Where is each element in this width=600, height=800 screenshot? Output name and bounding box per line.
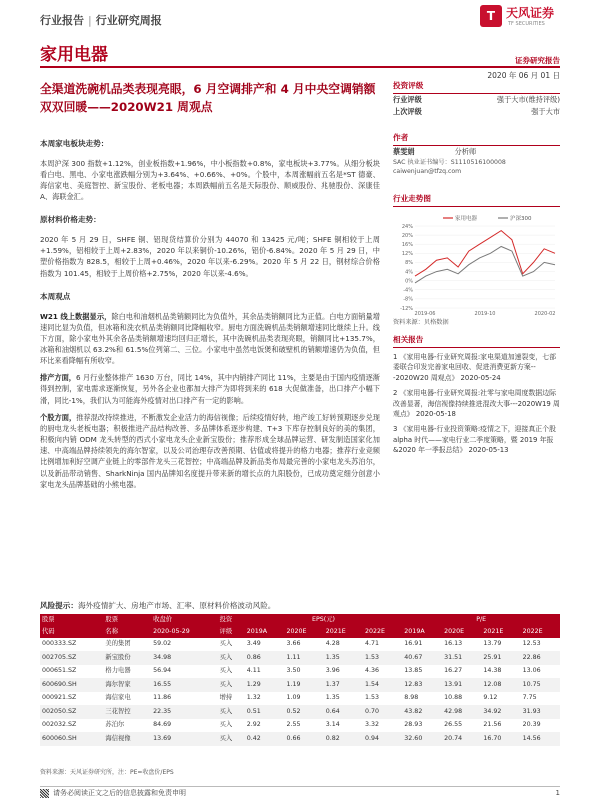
table-cell: 格力电器 [105, 667, 131, 675]
view-p3-lead: 个股方面， [40, 412, 77, 422]
y-tick-label: -12% [400, 305, 413, 312]
table-row [40, 678, 560, 692]
table-cell: 3.50 [286, 667, 301, 675]
legend-label: 家用电器 [455, 216, 478, 222]
report-title: 全渠道洗碗机品类表现亮眼，6 月空调排产和 4 月中央空调销额双双回暖——2020W21 周观点 [40, 82, 376, 115]
table-cell: 59.02 [153, 640, 172, 648]
table-cell: 买入 [219, 667, 233, 675]
table-cell: 26.55 [444, 721, 463, 729]
th-col-4: 2019A [245, 626, 285, 638]
table-cell: 2.55 [286, 721, 301, 729]
table-cell: 0.82 [324, 732, 363, 746]
table-cell: 16.91 [404, 640, 423, 648]
legend-label: 沪深300 [510, 216, 532, 222]
table-cell: 22.35 [151, 705, 217, 719]
table-cell: 买入 [218, 705, 245, 719]
table-cell: 16.70 [481, 732, 520, 746]
table-cell: 0.51 [245, 705, 285, 719]
table-cell: 买入 [218, 651, 245, 665]
risk-note [40, 600, 275, 612]
table-cell: 三花智控 [103, 705, 151, 719]
y-tick-label: 24% [401, 223, 413, 230]
breadcrumb-item-report: 行业报告 [40, 14, 84, 27]
company-logo [480, 2, 564, 32]
table-cell: 3.14 [325, 721, 340, 729]
table-cell: 海尔智家 [103, 678, 151, 692]
page-number: 1 [555, 789, 560, 797]
table-cell: 31.93 [521, 705, 560, 719]
table-cell: 海信家电 [105, 694, 131, 702]
sidebar-rating [393, 80, 560, 118]
table-cell: 买入 [219, 721, 233, 729]
table-cell: 4.71 [365, 640, 380, 648]
th-col-8: 2019A [402, 626, 442, 638]
table-cell: 002705.SZ [40, 651, 103, 665]
table-row [40, 705, 560, 719]
main-content [40, 138, 380, 490]
trend-heading: 行业走势图 [393, 193, 560, 207]
prev-rating-value: 强于大市 [531, 107, 560, 116]
table-cell: 11.86 [153, 694, 172, 702]
table-cell: 0.66 [285, 732, 324, 746]
table-cell: 002032.SZ [42, 721, 77, 729]
th-col-5: 2020E [285, 626, 324, 638]
section-title-view: 本周观点 [40, 291, 71, 301]
related-report-3[interactable]: 3 《家用电器-行业投资策略:疫情之下，迎接真正个股 alpha 时代——家电行业二季度策略，暨 2019 年报&2020 年一季报总结》 2020-05-13 [393, 424, 556, 455]
table-cell: 13.69 [151, 732, 217, 746]
table-cell: 1.35 [325, 694, 340, 702]
table-cell: 31.51 [442, 651, 481, 665]
th-col-1: 名称 [103, 626, 151, 638]
view-paragraph-3 [40, 412, 380, 490]
table-cell: 43.82 [402, 705, 442, 719]
author-row [393, 146, 560, 158]
author-heading: 作者 [393, 132, 560, 146]
table-cell: 84.69 [153, 721, 172, 729]
table-cell: 增持 [219, 694, 233, 702]
table-cell: 4.28 [325, 640, 340, 648]
table-cell: 1.53 [365, 694, 380, 702]
th-stock-2: 股票 [103, 614, 151, 626]
th-col-7: 2022E [363, 626, 402, 638]
table-cell: 12.83 [402, 678, 442, 692]
sidebar-related [393, 334, 560, 460]
table-cell: 买入 [219, 640, 233, 648]
disclaimer-text: 请务必阅读正文之后的信息披露和免责申明 [53, 789, 186, 797]
table-cell: 买入 [218, 678, 245, 692]
table-cell: 14.56 [521, 732, 560, 746]
table-cell: 0.86 [245, 651, 285, 665]
table-cell: 000333.SZ [42, 640, 77, 648]
table-note: 资料来源：天风证券研究所，注：PE=收盘价/EPS [40, 769, 174, 776]
table-cell: 3.32 [365, 721, 380, 729]
table-cell: 新宝股份 [103, 651, 151, 665]
table-cell: 20.74 [442, 732, 481, 746]
report-breadcrumb: 行业报告 | 行业研究周报 [40, 14, 162, 27]
table-cell: 13.91 [442, 678, 481, 692]
y-tick-label: 4% [405, 269, 413, 276]
view-p1-lead: W21 线上数据显示， [40, 311, 112, 321]
table-row [40, 638, 560, 652]
related-report-2[interactable]: 2 《家用电器-行业研究周报:社零与家电周度数据边际改善显著，海信视像持续推进混改大事---2020W19 周观点》 2020-05-18 [393, 388, 560, 419]
rating-value: 强于大市(维持评级) [496, 94, 560, 104]
table-cell: 34.98 [151, 651, 217, 665]
table-cell: 1.35 [324, 651, 363, 665]
table-cell: 16.55 [151, 678, 217, 692]
table-cell: 000921.SZ [42, 694, 77, 702]
sidebar-trend [393, 193, 560, 207]
table-cell: 10.88 [444, 694, 463, 702]
rating-heading: 投资评级 [393, 80, 560, 94]
raw-paragraph: 2020 年 5 月 29 日，SHFE 铜、铝现货结算价分别为 44070 和 13425 元/吨；SHFE 铜相较于上周+1.59%，铝相较于上周+2.83%，2020 年以来铜价-10.26%，铝价-6.84%。2020 年 5 月 29 日，中塑价格指数为 828.5，相较于上周+0.46%，2020 年以来-6.29%。2020 年 5 月 22 日，钢材综合价格指数为 101.45，相较于上周价格+2.75%，2020 年以来-4.6%。 [40, 235, 380, 278]
table-cell: 002050.SZ [40, 705, 103, 719]
x-tick-label: 2019-10 [474, 311, 496, 317]
th-col-2: 2020-05-29 [151, 626, 217, 638]
th-pe: P/E [402, 614, 560, 626]
logo-mark-icon: T [480, 5, 502, 27]
table-cell: 0.70 [363, 705, 402, 719]
view-p3-body: 推荐混改持续推进，不断激发企业活力的海信视像；后续疫情好转，地产竣工好转预期逐步兑现的厨电龙头老板电器；积极推进产品结构改善、多品牌体系逐步构建、T+3 下库存控制良好的美的集团，积极向内销 ODM 龙头转型的西式小家电龙头企业新宝股份；推荐形成全球品牌运营、研发制造国家化加速、中高端品牌持续领先的海尔智家，以及公司治理存改善预期、估值或将提升的格力电器；推荐行业竞频比例增加利好空调产业链上的零部件龙头三花智控；中高端品牌及新品类布局最完善的小家电龙头苏泊尔，以及新品带动销售、SharkNinja 国内品牌知名度提升带来新的增长点的九阳股份，已成功奠定细分创意小家电龙头品牌基础的小熊电器。 [40, 412, 380, 489]
table-cell: 21.56 [483, 721, 502, 729]
table-cell: 600690.SH [40, 678, 103, 692]
table-cell: 13.85 [404, 667, 423, 675]
table-cell: 1.53 [363, 651, 402, 665]
rating-label: 行业评级 [393, 94, 422, 104]
table-cell: 苏泊尔 [105, 721, 125, 729]
table-cell: 42.98 [442, 705, 481, 719]
related-list [393, 352, 560, 456]
table-cell: 0.52 [285, 705, 324, 719]
table-header [40, 626, 560, 638]
y-tick-label: 0% [405, 278, 413, 285]
risk-label: 风险提示： [40, 601, 78, 610]
table-cell: 4.11 [246, 667, 261, 675]
chart-source: 资料来源：贝格数据 [393, 319, 449, 326]
th-col-10: 2021E [481, 626, 520, 638]
report-date: 2020 年 06 月 01 日 [487, 71, 560, 80]
section-title-market: 本周家电板块走势： [40, 139, 109, 148]
author-role: 分析师 [454, 146, 477, 156]
table-row [40, 651, 560, 665]
header-divider [40, 66, 560, 68]
x-tick-label: 2020-02 [534, 311, 556, 317]
y-tick-label: 20% [401, 232, 413, 239]
x-tick-label: 2019-06 [414, 311, 436, 317]
table-cell: 10.75 [521, 678, 560, 692]
table-cell: 32.60 [402, 732, 442, 746]
market-paragraph: 本周沪深 300 指数+1.12%，创业板指数+1.96%，中小板指数+0.8%，家电板块+3.77%。从细分板块看白电、黑电、小家电涨跌幅分别为+3.64%、+0.66%、+0%。个股中，本周涨幅前五名是*ST 德豪、海信家电、美庭智控、新宝股份、老板电器；本周跌幅前五名是天际股份、顺威股份、兆驰股份、深康佳 A、海联金汇。 [40, 158, 380, 202]
qr-code-icon [40, 789, 49, 798]
view-paragraph-1 [40, 311, 380, 367]
page-footer [40, 786, 560, 799]
series-line-1 [415, 247, 555, 283]
table-cell: 28.93 [404, 721, 423, 729]
table-cell: 买入 [218, 732, 245, 746]
risk-text: 海外疫情扩大、房地产市场、汇率、原材料价格波动风险。 [77, 601, 276, 610]
author-name: 蔡雯娟 [393, 146, 415, 156]
table-cell: 1.29 [245, 678, 285, 692]
table-cell: 1.32 [246, 694, 261, 702]
table-cell: 8.98 [404, 694, 419, 702]
view-p1-body: 除白电和油烟机品类销额同比为负值外，其余品类销额同比为正值。白电方面销量增速同比显为负值，但冰箱和洗衣机品类销额同比降幅收窄。厨电方面洗碗机品类销额增速同比继续上升。线下方面，除小家电外其余各品类销额增速均回归正增长，其中洗碗机品类表现亮眼，销额同比+135.7%，冰箱和油烟机以 63.2%和 61.5%位列第二、三位。小家电中虽然电饭煲和破壁机的销额增速仍为负值，但环比来看降幅有所收窄。 [40, 311, 380, 366]
table-cell: 000651.SZ [42, 667, 77, 675]
table-cell: 600060.SH [40, 732, 103, 746]
table-cell: 7.75 [522, 694, 537, 702]
table-cell: 16.13 [444, 640, 463, 648]
table-cell: 3.49 [246, 640, 261, 648]
related-report-1[interactable]: 1 《家用电器-行业研究周报:家电渠道加速裂变，七部委联合印发完善家电回收、促进消费更新方案---2020W20 周观点》 2020-05-24 [393, 352, 556, 383]
table-row [40, 719, 560, 733]
th-col-3: 评级 [218, 626, 245, 638]
y-tick-label: -4% [403, 287, 413, 294]
th-col-9: 2020E [442, 626, 481, 638]
table-cell: 3.96 [325, 667, 340, 675]
table-cell: 13.79 [483, 640, 502, 648]
th-col-6: 2021E [324, 626, 363, 638]
logo-name: 天风证券 [506, 6, 555, 20]
th-invest: 投资 [218, 614, 245, 626]
table-cell: 3.66 [286, 640, 301, 648]
table-cell: 12.08 [481, 678, 520, 692]
table-cell: 34.92 [481, 705, 520, 719]
y-tick-label: 16% [401, 242, 413, 249]
th-col-0: 代码 [40, 626, 103, 638]
author-email[interactable]: caiwenjuan@tfzq.com [393, 168, 462, 176]
table-cell: 16.27 [444, 667, 463, 675]
related-heading: 相关报告 [393, 334, 560, 348]
table-cell: 25.91 [481, 651, 520, 665]
table-cell: 14.38 [483, 667, 502, 675]
table-row [40, 732, 560, 746]
view-p2-body: 6 月行业整体排产 1630 万台，同比 14%，其中内销排产同比 11%，主要是由于国内疫情逐渐得到控制，家电需求逐渐恢复，另外各企业也都加大排产为即将到来的 618 大促做准备，出口排产小幅下滑，同比-1%，我们认为可能海外疫情对出口排产有一定的影响。 [40, 373, 380, 405]
table-cell: 1.37 [324, 678, 363, 692]
section-title-raw: 原材料价格走势： [40, 215, 101, 225]
table-cell: 9.12 [483, 694, 498, 702]
industry-heading: 家用电器 [40, 45, 108, 65]
breadcrumb-item-weekly: 行业研究周报 [95, 14, 162, 27]
view-p2-lead: 排产方面， [40, 373, 77, 383]
table-cell: 1.54 [363, 678, 402, 692]
table-cell: 20.39 [522, 721, 541, 729]
table-row [40, 665, 560, 679]
table-cell: 22.86 [521, 651, 560, 665]
table-cell: 0.42 [245, 732, 285, 746]
logo-english: TF SECURITIES [508, 21, 545, 27]
th-eps: EPS(元) [245, 614, 403, 626]
prev-rating-label: 上次评级 [393, 107, 422, 116]
table-row [40, 692, 560, 706]
table-cell: 美的集团 [105, 640, 131, 648]
table-cell: 4.36 [365, 667, 380, 675]
th-col-11: 2022E [521, 626, 560, 638]
table-cell: 0.64 [324, 705, 363, 719]
industry-trend-chart [393, 212, 560, 322]
rating-row [393, 94, 560, 106]
table-cell: 56.94 [153, 667, 172, 675]
sidebar-author [393, 132, 560, 177]
table-cell: 1.09 [286, 694, 301, 702]
valuation-table [40, 614, 560, 746]
table-cell: 0.94 [363, 732, 402, 746]
view-paragraph-2 [40, 372, 380, 405]
prev-rating-row [393, 106, 560, 118]
table-cell: 40.67 [402, 651, 442, 665]
table-cell: 1.11 [285, 651, 324, 665]
report-type: 证券研究报告 [515, 56, 560, 65]
y-tick-label: 12% [401, 251, 413, 258]
table-cell: 2.92 [246, 721, 261, 729]
y-tick-label: 8% [405, 260, 413, 267]
th-close: 收盘价 [151, 614, 217, 626]
table-cell: 海信视像 [103, 732, 151, 746]
y-tick-label: -8% [403, 296, 413, 303]
th-stock: 股票 [40, 614, 103, 626]
table-cell: 12.53 [522, 640, 541, 648]
author-sac: SAC 执业证书编号：S1110516100008 [393, 159, 506, 166]
table-header-top [40, 614, 560, 626]
table-cell: 1.19 [285, 678, 324, 692]
table-cell: 13.06 [522, 667, 541, 675]
